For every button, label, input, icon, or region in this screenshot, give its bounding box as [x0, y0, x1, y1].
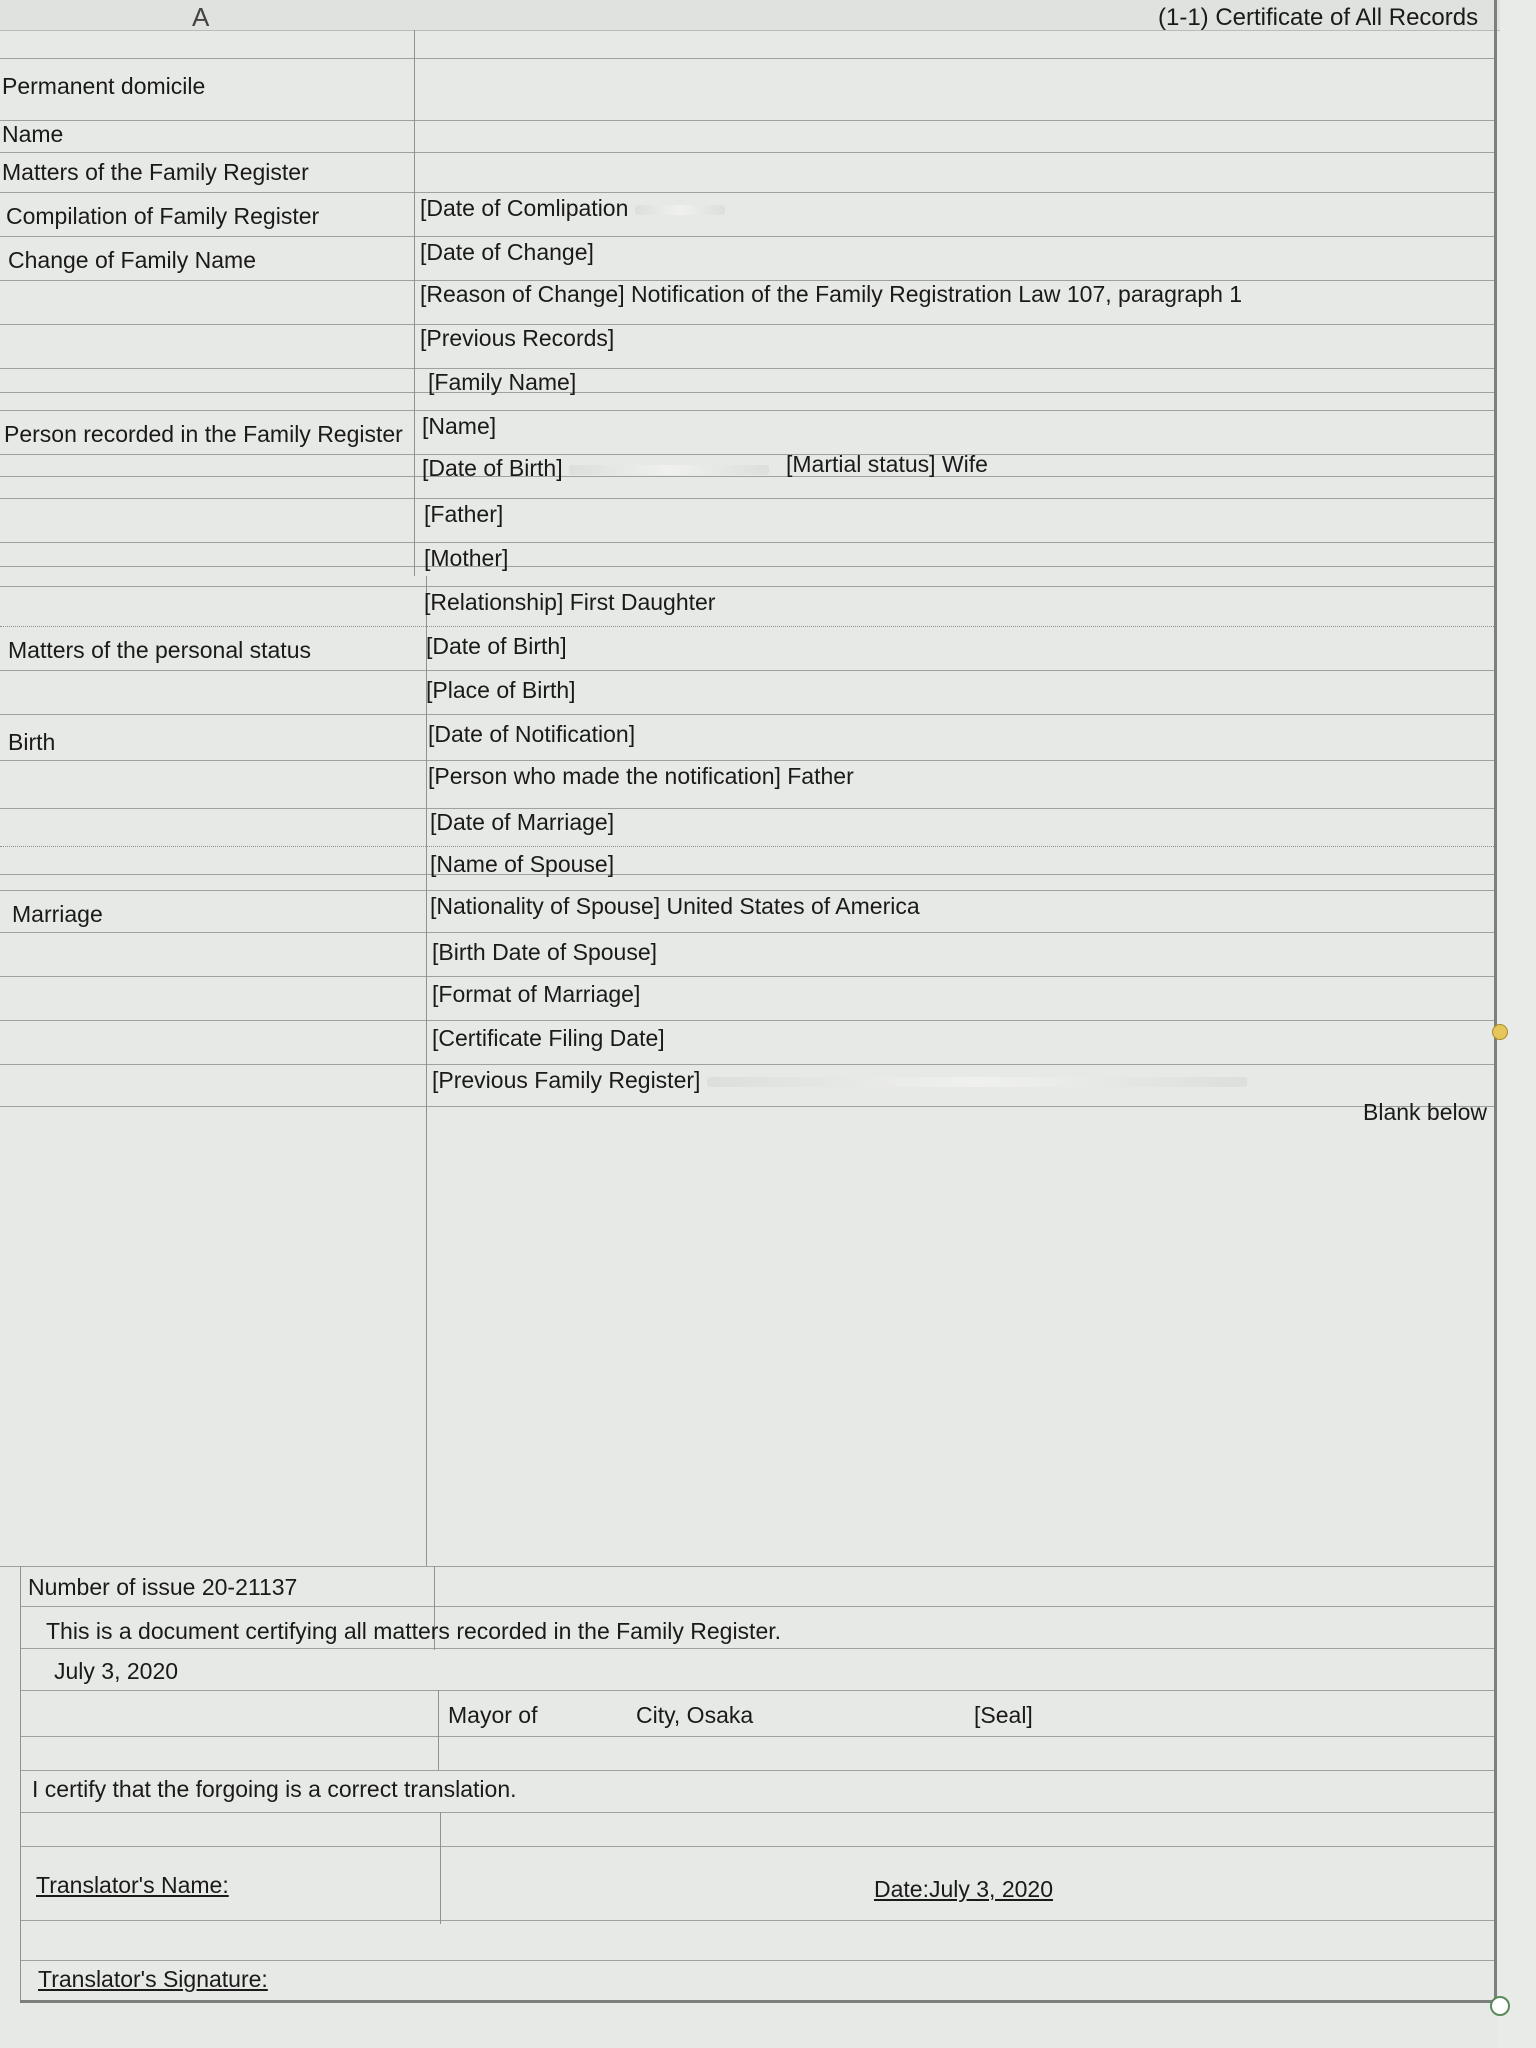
label-name: Name	[2, 121, 64, 147]
value-family-name: [Family Name]	[428, 369, 577, 395]
label-personal-status: Matters of the personal status	[8, 637, 311, 663]
label-change-family-name: Change of Family Name	[8, 247, 256, 273]
value-date-of-birth	[422, 454, 769, 482]
value-text: [Date of Birth]	[422, 455, 563, 481]
table-bottom-border	[20, 2000, 1496, 2003]
grid-line	[20, 1920, 1494, 1921]
table-right-border	[1494, 0, 1497, 2005]
label-family-register-matters: Matters of the Family Register	[2, 159, 309, 185]
seal-label: [Seal]	[974, 1702, 1033, 1728]
redacted-value	[569, 465, 769, 475]
translator-signature-label: Translator's Signature:	[38, 1966, 268, 1992]
value-format-of-marriage: [Format of Marriage]	[432, 981, 641, 1007]
resize-handle[interactable]	[1492, 1024, 1508, 1040]
grid-line	[0, 874, 1494, 875]
grid-line	[20, 1846, 1494, 1847]
column-divider	[414, 190, 415, 576]
column-divider	[440, 1812, 441, 1924]
grid-line	[0, 1106, 1494, 1107]
grid-line	[0, 152, 1494, 153]
grid-line	[20, 1606, 1494, 1607]
issue-date: July 3, 2020	[54, 1658, 179, 1684]
label-person-recorded: Person recorded in the Family Register	[4, 421, 403, 447]
grid-line	[0, 932, 1494, 933]
value-date-of-notification: [Date of Notification]	[428, 721, 636, 747]
translation-date: Date:July 3, 2020	[874, 1876, 1054, 1902]
grid-line	[0, 120, 1494, 121]
left-border	[20, 1566, 21, 2002]
value-previous-family-register	[432, 1066, 1247, 1094]
value-date-of-marriage: [Date of Marriage]	[430, 809, 615, 835]
value-certificate-filing-date: [Certificate Filing Date]	[432, 1025, 665, 1051]
value-name-of-spouse: [Name of Spouse]	[430, 851, 615, 877]
column-divider	[426, 576, 427, 1566]
grid-line	[0, 846, 1494, 847]
grid-line	[0, 566, 1494, 567]
grid-line	[0, 542, 1494, 543]
mayor-city: City, Osaka	[636, 1702, 754, 1728]
grid-line	[20, 1736, 1494, 1737]
value-birth-date-of-spouse: [Birth Date of Spouse]	[432, 939, 658, 965]
value-previous-records: [Previous Records]	[420, 325, 615, 351]
value-relationship: [Relationship] First Daughter	[424, 589, 716, 615]
value-date-of-compilation	[420, 194, 725, 222]
translator-name-label: Translator's Name:	[36, 1872, 229, 1898]
certificate-title: (1-1) Certificate of All Records	[1158, 4, 1479, 31]
grid-line	[0, 714, 1494, 715]
grid-line	[0, 410, 1494, 411]
column-header-letter: A	[192, 2, 210, 32]
label-compilation: Compilation of Family Register	[6, 203, 320, 229]
translation-certification: I certify that the forgoing is a correct translation.	[32, 1776, 517, 1802]
value-personal-birth-date: [Date of Birth]	[426, 633, 567, 659]
value-date-of-change	[420, 238, 594, 266]
value-notifier: [Person who made the notification] Father	[428, 763, 854, 789]
grid-line	[0, 58, 1494, 59]
value-marital-status: [Martial status] Wife	[786, 451, 988, 477]
label-permanent-domicile: Permanent domicile	[2, 73, 206, 99]
label-birth: Birth	[8, 729, 56, 755]
grid-line	[0, 1566, 1494, 1567]
value-place-of-birth: [Place of Birth]	[426, 677, 576, 703]
value-name: [Name]	[422, 413, 497, 439]
grid-line	[0, 324, 1494, 325]
certification-statement: This is a document certifying all matters recorded in the Family Register.	[46, 1618, 782, 1644]
grid-line	[20, 1960, 1494, 1961]
grid-line	[0, 890, 1494, 891]
grid-line	[0, 236, 1494, 237]
grid-line	[0, 976, 1494, 977]
grid-line	[0, 626, 1494, 627]
grid-line	[0, 1064, 1494, 1065]
grid-line	[0, 368, 1494, 369]
issue-number: Number of issue 20-21137	[28, 1574, 298, 1600]
grid-line	[0, 586, 1494, 587]
resize-handle[interactable]	[1490, 1996, 1510, 2016]
value-text: [Date of Change]	[420, 239, 594, 265]
grid-line	[20, 1648, 1494, 1649]
column-divider	[438, 1690, 439, 1770]
grid-line	[0, 808, 1494, 809]
value-father: [Father]	[424, 501, 504, 527]
value-text: [Previous Family Register]	[432, 1067, 701, 1093]
grid-line	[0, 392, 1494, 393]
grid-line	[20, 1812, 1494, 1813]
grid-line	[0, 760, 1494, 761]
grid-line	[20, 1770, 1494, 1771]
value-mother: [Mother]	[424, 545, 509, 571]
value-text: [Date of Comlipation	[420, 195, 629, 221]
grid-line	[0, 670, 1494, 671]
grid-line	[20, 1690, 1494, 1691]
redacted-value	[635, 205, 725, 215]
grid-line	[0, 498, 1494, 499]
grid-line	[0, 1020, 1494, 1021]
value-reason-of-change: [Reason of Change] Notification of the Family Registration Law 107, paragraph 1	[420, 281, 1243, 307]
grid-line	[0, 192, 1494, 193]
column-divider	[414, 30, 415, 190]
label-marriage: Marriage	[12, 901, 103, 927]
value-nationality-of-spouse: [Nationality of Spouse] United States of America	[430, 893, 920, 919]
blank-below-label: Blank below	[1363, 1099, 1488, 1125]
mayor-prefix: Mayor of	[448, 1702, 538, 1728]
redacted-value	[707, 1077, 1247, 1087]
